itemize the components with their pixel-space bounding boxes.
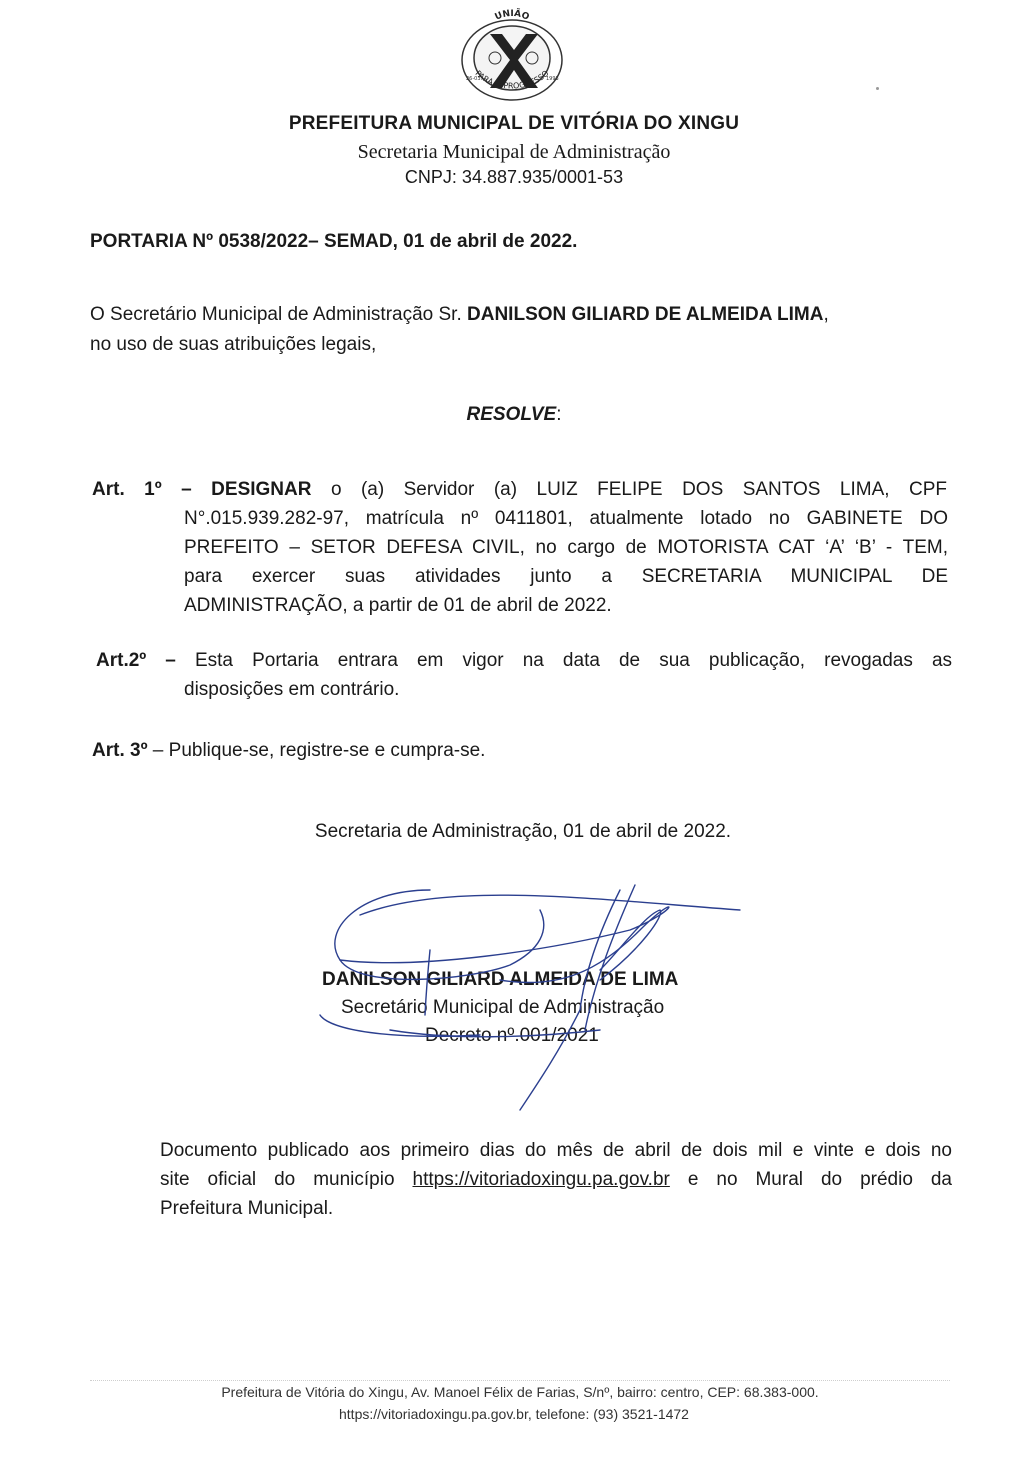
secretary-name: DANILSON GILIARD DE ALMEIDA LIMA	[467, 304, 824, 325]
article-2-last-line: disposições em contrário.	[184, 679, 400, 700]
article-1-text: o (a) Servidor (a) LUIZ FELIPE DOS SANTOS LIMA, CPF	[330, 479, 948, 500]
cnpj-line: CNPJ: 34.887.935/0001-53	[404, 167, 624, 187]
article-1-first-line	[92, 475, 947, 504]
publication-text: e no Mural do prédio da	[669, 1169, 952, 1190]
article-3	[92, 736, 952, 765]
footer-divider	[90, 1380, 950, 1381]
resolve-label: RESOLVE	[466, 404, 557, 425]
intro-paragraph	[90, 300, 940, 360]
scan-speck	[876, 87, 879, 90]
article-2-text: Esta Portaria entrara em vigor na data de sua publicação, revogadas as	[194, 650, 953, 671]
resolve-heading	[0, 404, 1028, 426]
signatory-name: DANILSON GILIARD ALMEIDA DE LIMA	[322, 969, 679, 990]
publication-note	[160, 1136, 952, 1223]
publication-line-3: Prefeitura Municipal.	[160, 1198, 334, 1219]
footer-address: Prefeitura de Vitória do Xingu, Av. Manoel Félix de Farias, S/nº, bairro: centro, CEP: 68.383-000.	[221, 1384, 819, 1400]
article-1-action: DESIGNAR	[211, 479, 312, 500]
article-3-text: – Publique-se, registre-se e cumpra-se.	[152, 740, 486, 761]
logo-right-number: 1993	[546, 76, 559, 82]
signatory-role: Secretário Municipal de Administração	[341, 997, 665, 1018]
article-2-label: Art.2º –	[96, 650, 176, 671]
municipal-coat-of-arms-logo	[452, 8, 572, 106]
article-3-label: Art. 3º	[92, 740, 148, 761]
intro-text: O Secretário Municipal de Administração Sr.	[90, 304, 468, 325]
municipality-title: PREFEITURA MUNICIPAL DE VITÓRIA DO XINGU	[288, 113, 740, 134]
article-2-first-line	[96, 646, 952, 675]
handwritten-signature	[300, 870, 760, 1120]
logo-bottom-text: PARA O PROGRESSO	[473, 68, 551, 91]
article-1-body	[184, 504, 948, 620]
publication-line-1: Documento publicado aos primeiro dias do mês de abril de dois mil e vinte e dois no	[160, 1140, 952, 1161]
article-1-label: Art. 1º –	[92, 479, 192, 500]
official-site-link[interactable]: https://vitoriadoxingu.pa.gov.br	[412, 1169, 670, 1190]
article-1-line: para exercer suas atividades junto a SECRETARIA MUNICIPAL DE	[184, 566, 948, 587]
footer-contact: https://vitoriadoxingu.pa.gov.br, telefone: (93) 3521-1472	[339, 1406, 689, 1422]
article-1-line: PREFEITO – SETOR DEFESA CIVIL, no cargo de MOTORISTA CAT ‘A’ ‘B’ - TEM,	[184, 537, 948, 558]
department-subtitle: Secretaria Municipal de Administração	[357, 141, 671, 163]
logo-top-text: UNIÃO	[493, 8, 531, 23]
intro-comma: ,	[823, 304, 829, 325]
publication-text: site oficial do município	[160, 1169, 413, 1190]
portaria-heading: PORTARIA Nº 0538/2022– SEMAD, 01 de abril de 2022.	[90, 231, 578, 252]
article-1-line: ADMINISTRAÇÃO, a partir de 01 de abril de 2022.	[184, 595, 612, 616]
logo-left-number: 26-03	[466, 76, 481, 82]
publication-line-2	[160, 1165, 952, 1194]
signatory-decree: Decreto nº.001/2021	[425, 1025, 599, 1046]
resolve-suffix: :	[556, 404, 562, 425]
intro-line2: no uso de suas atribuições legais,	[90, 334, 377, 355]
place-and-date: Secretaria de Administração, 01 de abril de 2022.	[314, 821, 732, 842]
article-1-line: N°.015.939.282-97, matrícula nº 0411801, atualmente lotado no GABINETE DO	[184, 508, 948, 529]
